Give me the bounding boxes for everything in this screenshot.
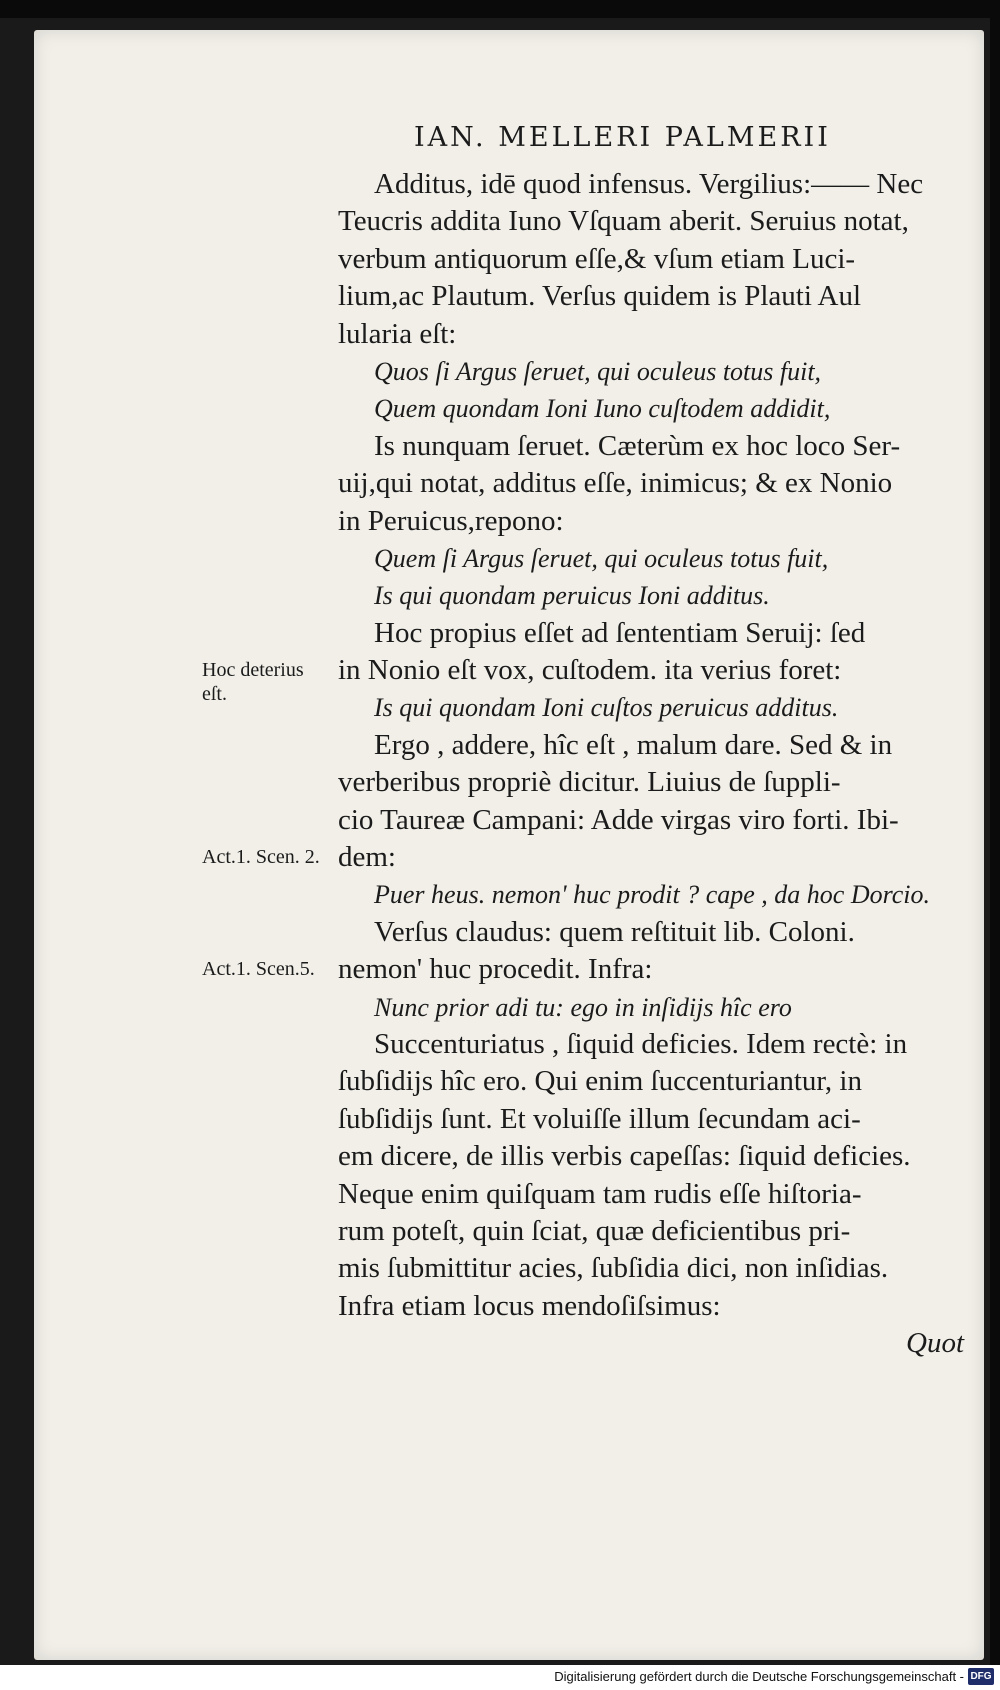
text-line: cio Taureæ Campani: Adde virgas viro forti. Ibi- [338, 803, 899, 836]
text-line: rum poteſt, quin ſciat, quæ deficientibus pri- [338, 1214, 851, 1247]
text-line: verberibus propriè dicitur. Liuius de ſuppli- [338, 766, 841, 799]
text-line: lularia eſt: [338, 317, 457, 350]
text-line: Quos ſi Argus ſeruet, qui oculeus totus fuit, [374, 356, 822, 386]
text-line: Is qui quondam peruicus Ioni additus. [374, 581, 770, 611]
text-line: ſubſidijs ſunt. Et voluiſſe illum ſecundam aci- [338, 1102, 861, 1135]
text-line: dem: [338, 841, 396, 874]
text-line: Quem ſi Argus ſeruet, qui oculeus totus fuit, [374, 543, 829, 573]
text-line: Hoc propius eſſet ad ſententiam Seruij: ſed [374, 616, 866, 649]
running-title: IAN. MELLERI PALMERII [414, 122, 831, 153]
text-line: Quem quondam Ioni Iuno cuſtodem addidit, [374, 394, 831, 424]
margin-note [202, 957, 315, 981]
text-line: Teucris addita Iuno Vſquam aberit. Seruius notat, [338, 205, 909, 238]
book-page [34, 30, 984, 1660]
catchword: Quot [906, 1327, 964, 1360]
main-text-column [338, 166, 978, 1363]
text-line: em dicere, de illis verbis capeſſas: ſiquid deficies. [338, 1140, 911, 1173]
margin-note-line: Act.1. Scen.5. [202, 958, 315, 981]
scan-right-border [990, 0, 1000, 1665]
text-line: Nunc prior adi tu: ego in inſidijs hîc ero [374, 992, 792, 1022]
text-line: nemon' huc procedit. Infra: [338, 953, 653, 986]
margin-note [202, 658, 304, 706]
text-line: Puer heus. nemon' huc prodit ? cape , da hoc Dorcio. [374, 880, 931, 910]
text-line: in Peruicus,repono: [338, 504, 564, 537]
text-line: Infra etiam locus mendoſiſsimus: [338, 1289, 721, 1322]
text-line: verbum antiquorum eſſe,& vſum etiam Luci- [338, 242, 856, 275]
text-line: lium,ac Plautum. Verſus quidem is Plauti Aul [338, 280, 862, 313]
dfg-logo: DFG [968, 1668, 994, 1685]
text-line: Verſus claudus: quem reſtituit lib. Coloni. [374, 915, 855, 948]
margin-note [202, 845, 320, 869]
text-line: Neque enim quiſquam tam rudis eſſe hiſtoria- [338, 1177, 862, 1210]
footer-bar [0, 1665, 1000, 1690]
margin-note-line: eſt. [202, 683, 227, 706]
text-line: Ergo , addere, hîc eſt , malum dare. Sed & in [374, 728, 893, 761]
text-line: Is nunquam ſeruet. Cæterùm ex hoc loco Ser- [374, 429, 901, 462]
text-line: Succenturiatus , ſiquid deficies. Idem rectè: in [374, 1027, 908, 1060]
text-line: uij,qui notat, additus eſſe, inimicus; & ex Nonio [338, 467, 893, 500]
margin-note-line: Hoc deterius [202, 659, 304, 682]
scan-top-border [0, 0, 1000, 18]
text-line: ſubſidijs hîc ero. Qui enim ſuccenturiantur, in [338, 1065, 862, 1098]
text-line: in Nonio eſt vox, cuſtodem. ita verius foret: [338, 654, 842, 687]
text-line: Additus, idē quod infensus. Vergilius:—— Nec [374, 168, 924, 200]
margin-note-line: Act.1. Scen. 2. [202, 846, 320, 869]
text-line: Is qui quondam Ioni cuſtos peruicus additus. [374, 693, 839, 723]
text-line: mis ſubmittitur acies, ſubſidia dici, non inſidias. [338, 1252, 889, 1285]
funding-credit: Digitalisierung gefördert durch die Deutsche Forschungsgemeinschaft - [554, 1669, 964, 1684]
